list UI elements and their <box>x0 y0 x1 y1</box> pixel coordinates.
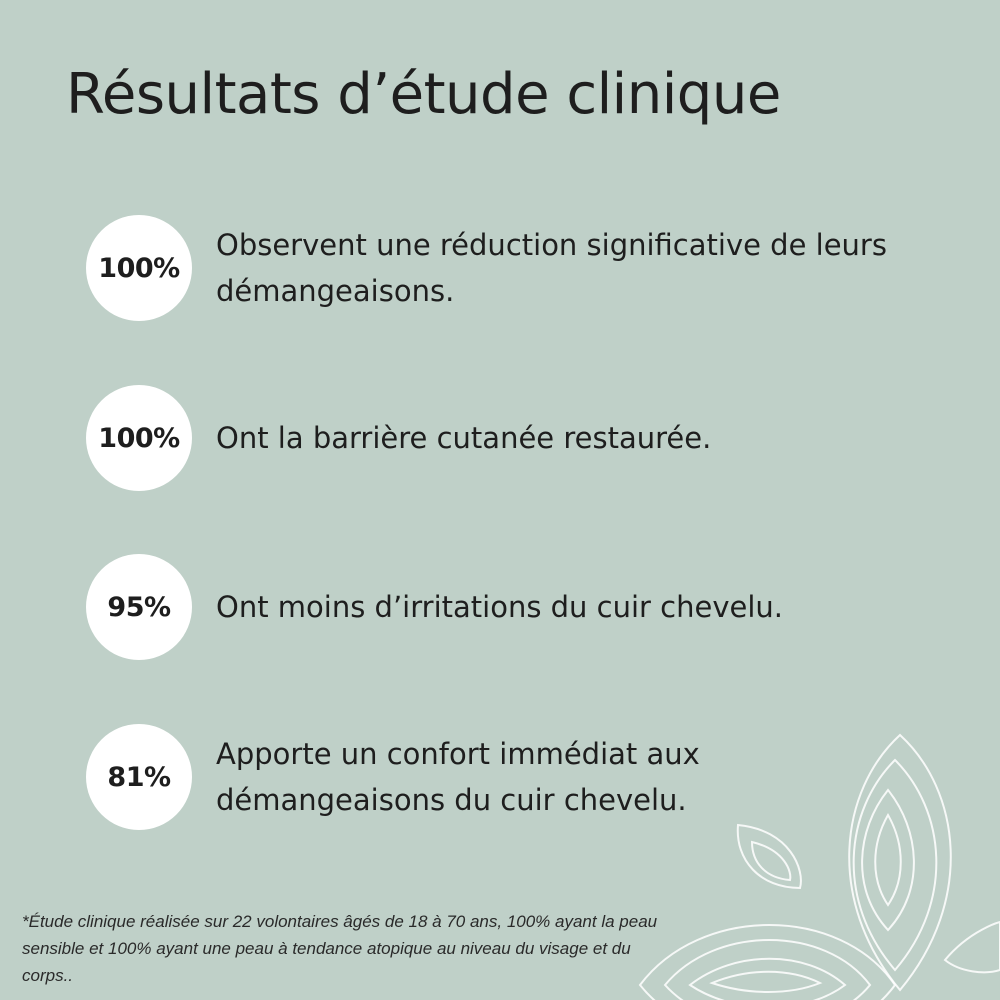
stat-badge <box>86 554 192 660</box>
stat-value: 100% <box>98 422 180 454</box>
stat-value: 81% <box>107 761 171 793</box>
stat-item <box>86 215 966 321</box>
stat-value: 100% <box>98 252 180 284</box>
footnote: *Étude clinique réalisée sur 22 volontaires âgés de 18 à 70 ans, 100% ayant la peau sensible et 100% ayant une peau à tendance atopique au niveau du visage et du corps.. <box>22 912 658 985</box>
stat-description: Apporte un confort immédiat aux démangeaisons du cuir chevelu. <box>216 737 700 817</box>
stat-badge <box>86 385 192 491</box>
stat-value: 95% <box>107 591 171 623</box>
page-title: Résultats d’étude clinique <box>66 62 781 127</box>
stat-description: Ont moins d’irritations du cuir chevelu. <box>216 590 784 624</box>
stat-description: Ont la barrière cutanée restaurée. <box>216 421 712 455</box>
stat-item <box>86 554 966 660</box>
stat-badge <box>86 724 192 830</box>
stat-badge <box>86 215 192 321</box>
stat-description: Observent une réduction significative de leurs démangeaisons. <box>216 228 887 308</box>
stat-item <box>86 385 966 491</box>
stat-item <box>86 724 966 830</box>
